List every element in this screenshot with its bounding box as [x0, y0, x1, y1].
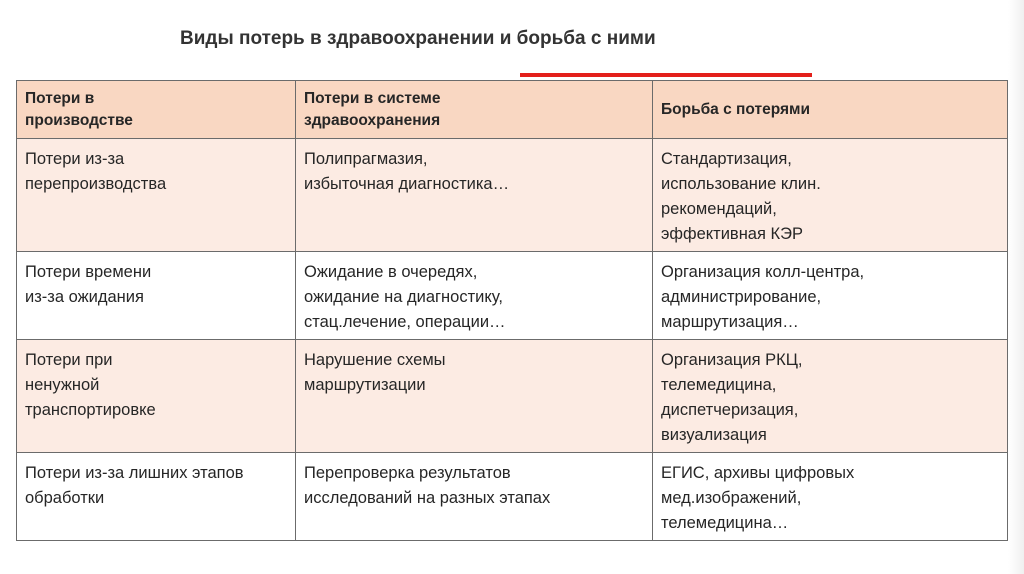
header-fighting-losses: Борьба с потерями [653, 81, 1008, 139]
header-production-losses: Потери в производстве [17, 81, 296, 139]
table-cell: Организация РКЦ, телемедицина, диспетчеризация, визуализация [653, 340, 1008, 453]
table-cell: Полипрагмазия, избыточная диагностика… [296, 139, 653, 252]
table-row [17, 340, 1008, 453]
losses-table [16, 80, 1008, 541]
slide-title: Виды потерь в здравоохранении и борьба с ними [180, 28, 656, 49]
table-cell: Стандартизация, использование клин. рекомендаций, эффективная КЭР [653, 139, 1008, 252]
table-cell: Нарушение схемы маршрутизации [296, 340, 653, 453]
table-row [17, 252, 1008, 340]
table-cell: Перепроверка результатов исследований на разных этапах [296, 453, 653, 541]
table-cell: Потери при ненужной транспортировке [17, 340, 296, 453]
table-cell: Организация колл-центра, администрирование, маршрутизация… [653, 252, 1008, 340]
table-cell: Потери времени из-за ожидания [17, 252, 296, 340]
table-cell: Потери из-за перепроизводства [17, 139, 296, 252]
header-healthcare-losses: Потери в системе здравоохранения [296, 81, 653, 139]
table-cell: Ожидание в очередях, ожидание на диагностику, стац.лечение, операции… [296, 252, 653, 340]
table-header-row [17, 81, 1008, 139]
table-cell: Потери из-за лишних этапов обработки [17, 453, 296, 541]
table-row [17, 139, 1008, 252]
title-accent-line [520, 73, 812, 77]
table-row [17, 453, 1008, 541]
table-cell: ЕГИС, архивы цифровых мед.изображений, телемедицина… [653, 453, 1008, 541]
slide-edge-shadow [1008, 0, 1024, 574]
